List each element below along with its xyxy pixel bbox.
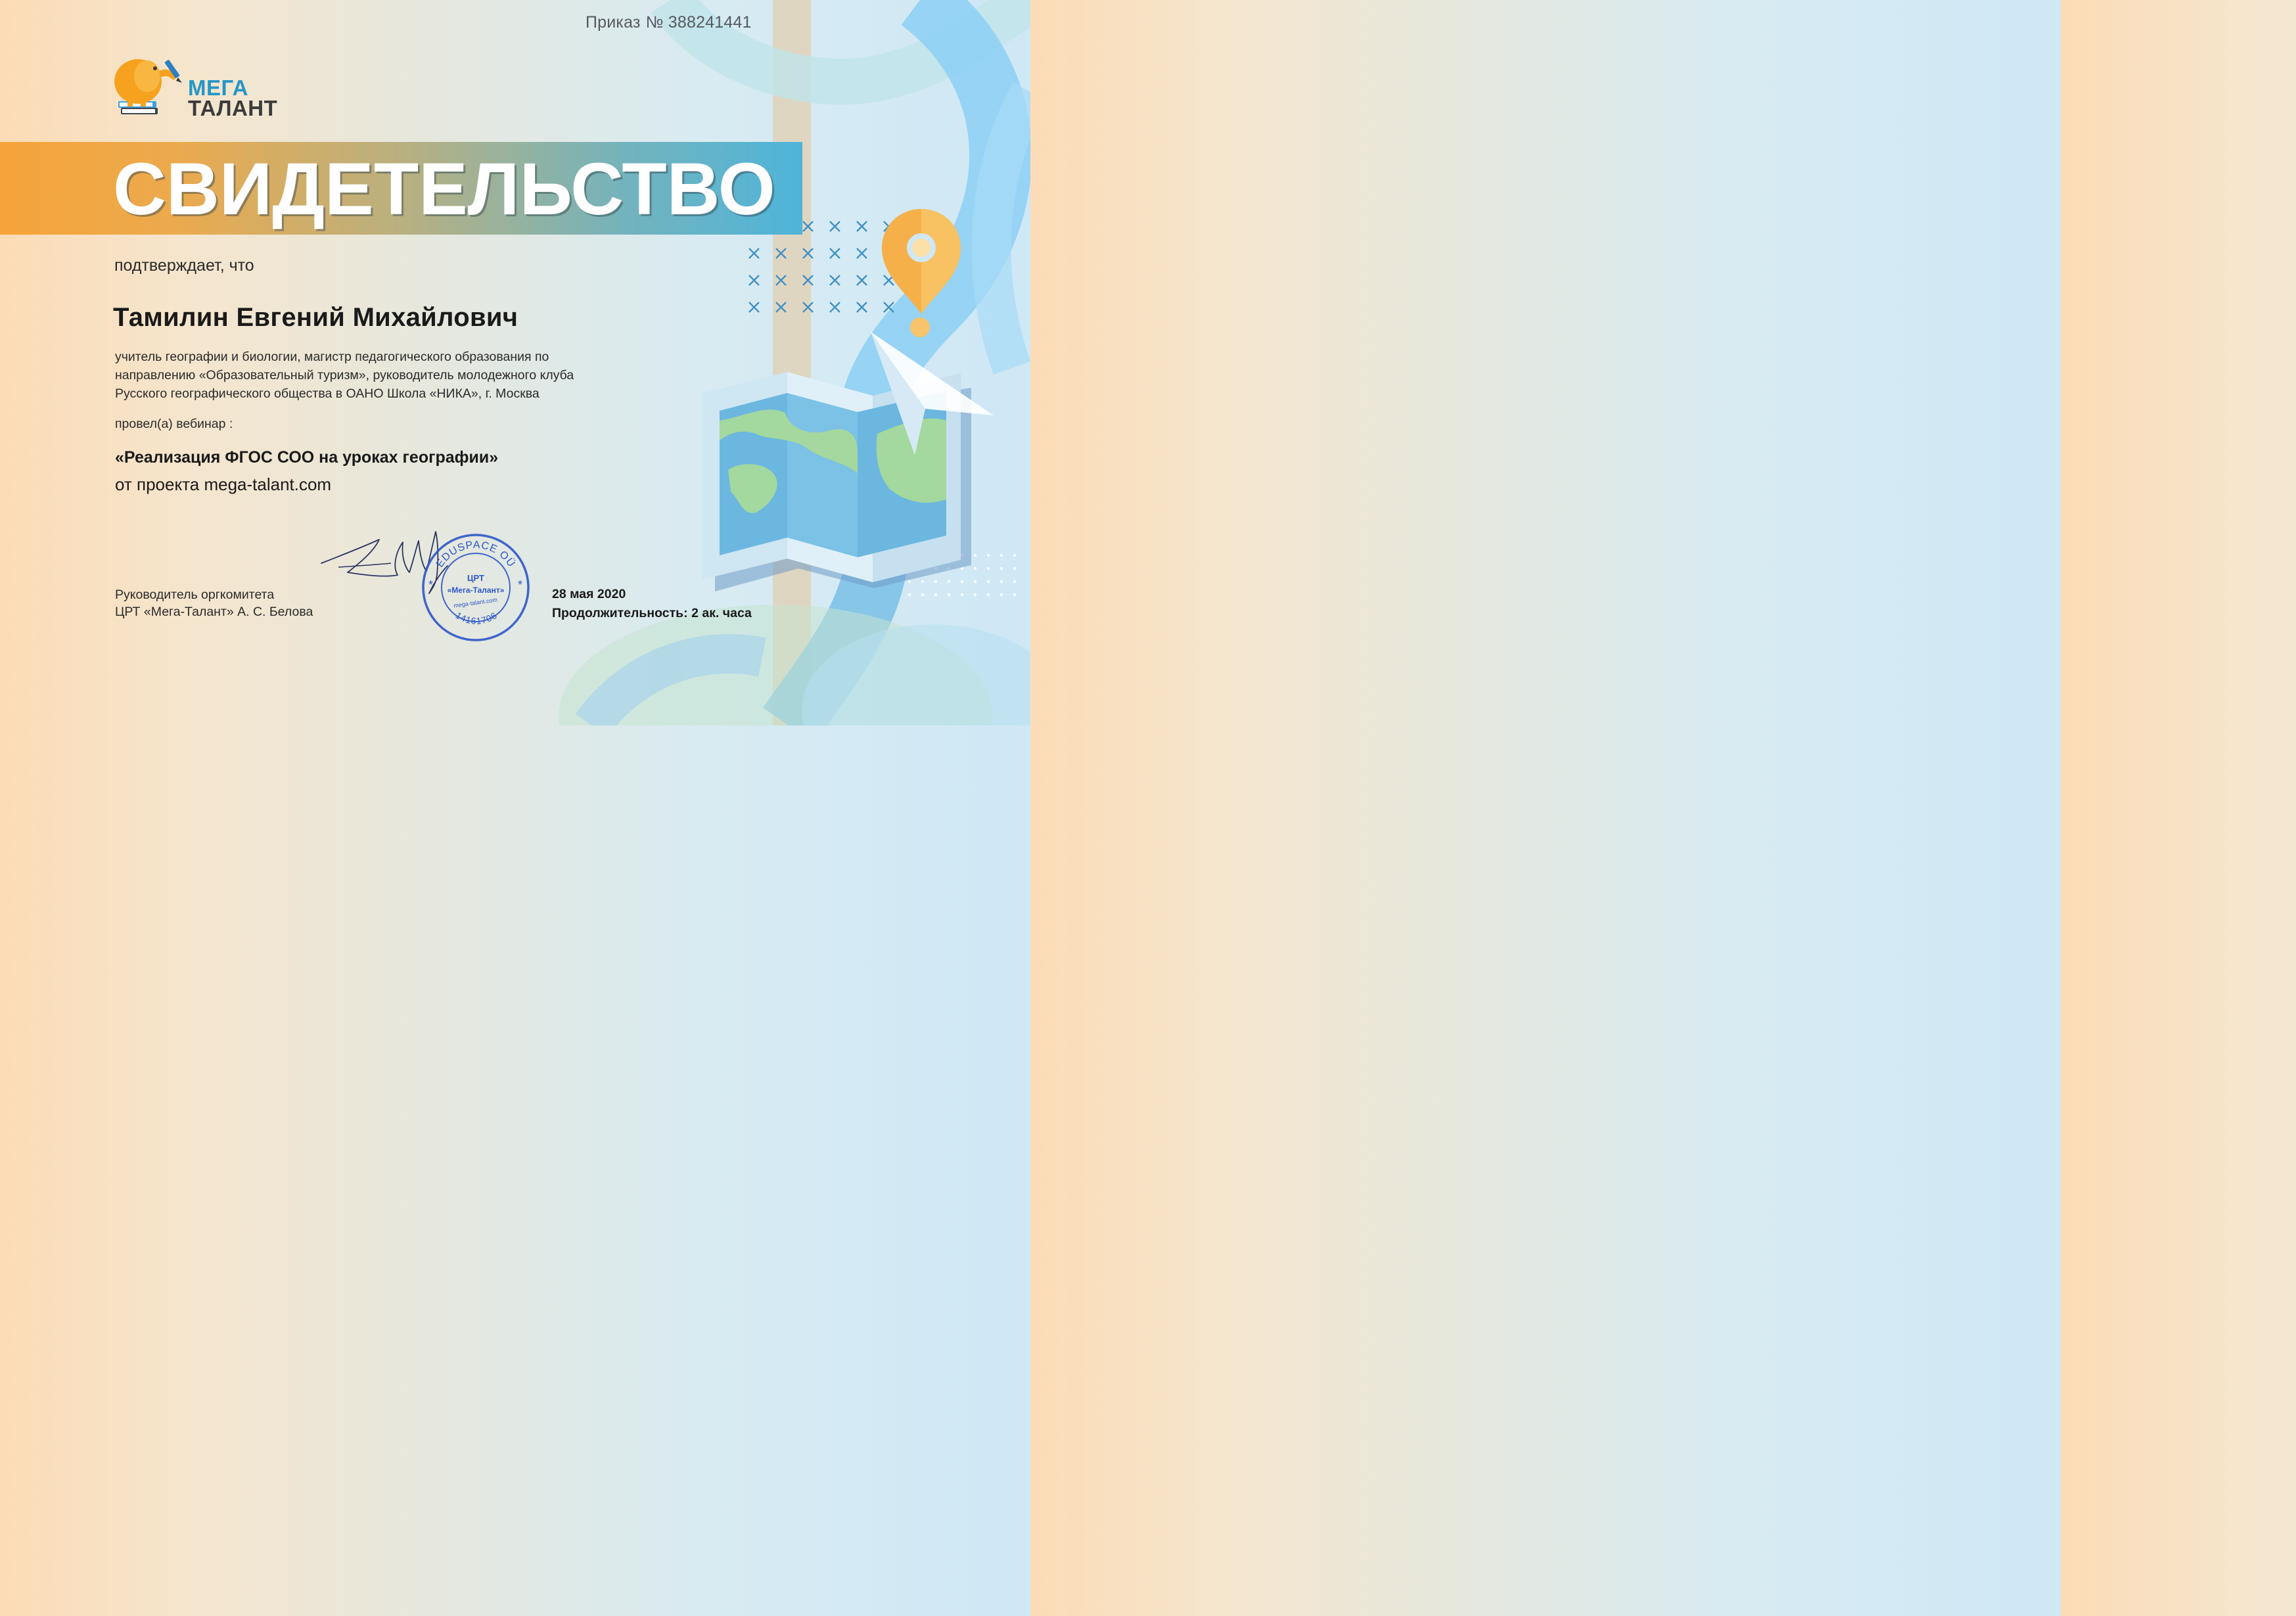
recipient-name: Тамилин Евгений Михайлович	[113, 303, 518, 332]
order-number	[585, 13, 752, 32]
svg-text:14161706: 14161706	[453, 609, 499, 626]
svg-text:ЦРТ: ЦРТ	[467, 573, 484, 583]
logo-line-1: МЕГА	[188, 76, 248, 100]
confirms-text: подтверждает, что	[114, 256, 254, 275]
event-info	[552, 585, 752, 623]
svg-text:«Мега-Талант»: «Мега-Талант»	[447, 586, 505, 595]
svg-text:EDUSPACE OÜ: EDUSPACE OÜ	[434, 539, 518, 570]
description-line: Русского географического общества в ОАНО Школа «НИКА», г. Москва	[115, 386, 540, 401]
logo-line-2: ТАЛАНТ	[188, 96, 278, 120]
signer-block	[115, 586, 313, 620]
webinar-title: «Реализация ФГОС СОО на уроках географии»	[115, 448, 499, 467]
description-line: учитель географии и биологии, магистр педагогического образования по	[115, 350, 549, 364]
svg-text:*: *	[428, 578, 434, 591]
recipient-description	[115, 348, 674, 403]
event-date: 28 мая 2020	[552, 587, 626, 601]
signer-organization: ЦРТ «Мега-Талант» А. С. Белова	[115, 605, 313, 619]
brand-logo	[188, 78, 277, 118]
certificate-title: СВИДЕТЕЛЬСТВО	[113, 148, 775, 230]
svg-text:*: *	[518, 578, 523, 591]
order-label: Приказ	[585, 13, 641, 32]
project-text: от проекта mega-talant.com	[115, 474, 332, 494]
description-line: направлению «Образовательный туризм», руководитель молодежного клуба	[115, 368, 574, 382]
order-value: № 388241441	[645, 13, 752, 32]
conducted-text: провел(а) вебинар :	[115, 417, 233, 431]
stamp	[419, 532, 534, 643]
svg-text:mega-talant.com: mega-talant.com	[453, 596, 498, 609]
signer-position: Руководитель оргкомитета	[115, 588, 275, 602]
event-duration: Продолжительность: 2 ак. часа	[552, 606, 752, 620]
